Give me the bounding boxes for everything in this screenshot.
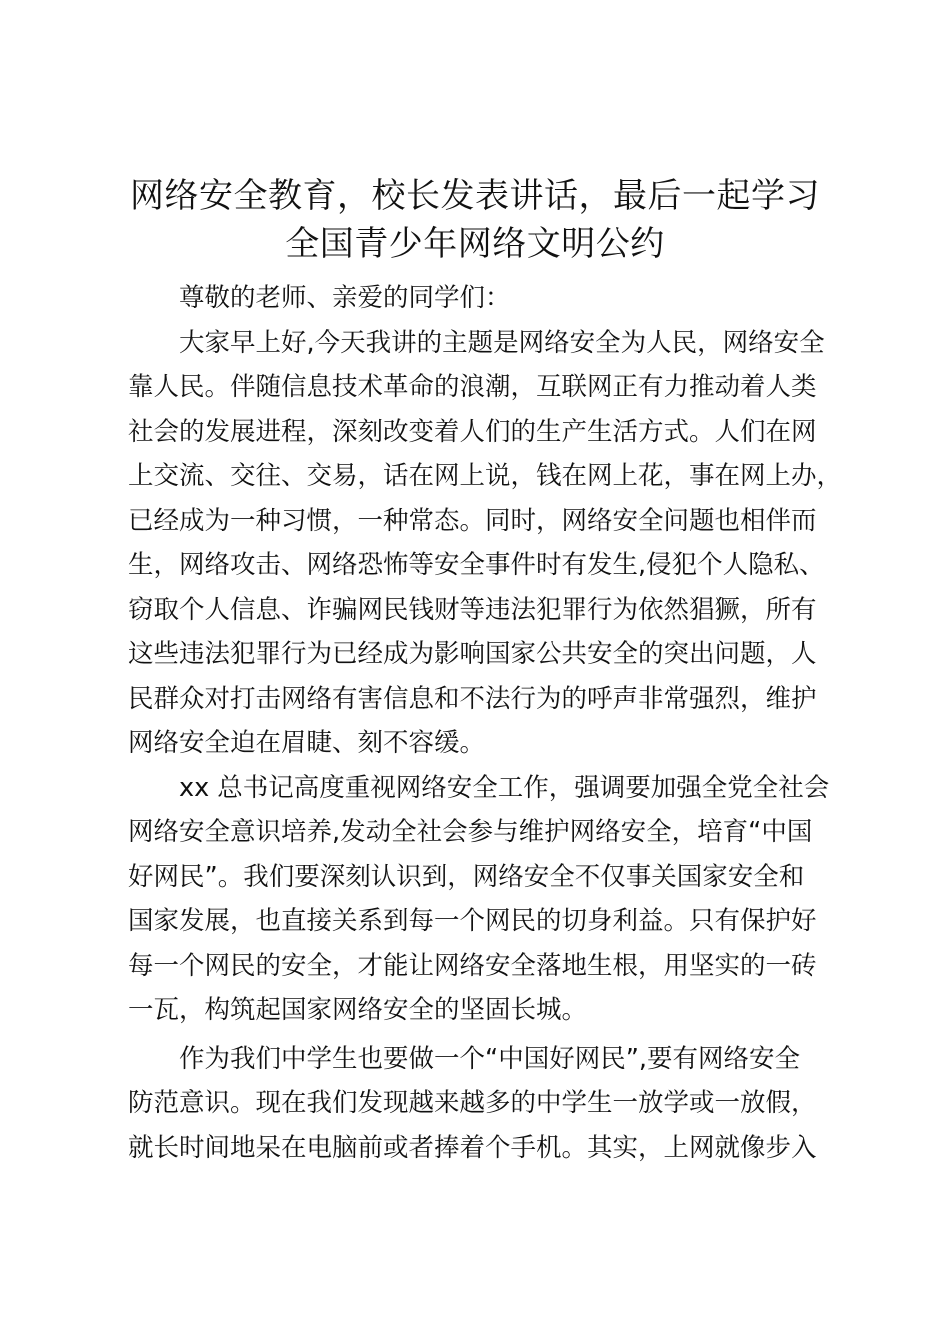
document-body [128, 276, 843, 1170]
paragraph-line: 网络安全迫在眉睫、刻不容缓。 [128, 728, 486, 758]
document-title [110, 172, 840, 268]
greeting: 尊敬的老师、亲爱的同学们： [179, 283, 511, 313]
paragraph-line: 上交流、交往、交易，话在网上说，钱在网上花，事在网上办， [128, 461, 843, 491]
paragraph-line: 作为我们中学生也要做一个“中国好网民”,要有网络安全 [179, 1043, 801, 1074]
paragraph-line: 生，网络攻击、网络恐怖等安全事件时有发生,侵犯个人隐私、 [128, 550, 825, 580]
paragraph-3 [128, 1037, 832, 1171]
paragraph-line: 窃取个人信息、诈骗网民钱财等违法犯罪行为依然猖獗，所有 [128, 594, 817, 625]
title-line-1: 网络安全教育，校长发表讲话，最后一起学习 [130, 176, 820, 216]
paragraph-line: 社会的发展进程，深刻改变着人们的生产生活方式。人们在网 [128, 416, 817, 447]
paragraph-line: 大家早上好,今天我讲的主题是网络安全为人民，网络安全 [179, 327, 825, 358]
title-line-2: 全国青少年网络文明公约 [285, 224, 665, 264]
paragraph-line: 好网民”。我们要深刻认识到，网络安全不仅事关国家安全和 [128, 861, 805, 892]
paragraph-line: 网络安全意识培养,发动全社会参与维护网络安全，培育“中国 [128, 817, 813, 847]
paragraph-line: xx 总书记高度重视网络安全工作，强调要加强全党全社会 [179, 772, 830, 803]
paragraph-line: 一瓦，构筑起国家网络安全的坚固长城。 [128, 995, 588, 1025]
paragraph-line: 每一个网民的安全，才能让网络安全落地生根，用坚实的一砖 [128, 950, 817, 981]
paragraph-line: 已经成为一种习惯，一种常态。同时，网络安全问题也相伴而 [128, 505, 817, 536]
paragraph-line: 防范意识。现在我们发现越来越多的中学生一放学或一放假， [128, 1088, 817, 1118]
paragraph-line: 就长时间地呆在电脑前或者捧着个手机。其实，上网就像步入 [128, 1132, 817, 1163]
paragraph-line: 靠人民。伴随信息技术革命的浪潮，互联网正有力推动着人类 [128, 372, 817, 402]
paragraph-2 [128, 766, 832, 1033]
paragraph-1 [128, 321, 843, 766]
paragraph-line: 国家发展，也直接关系到每一个网民的切身利益。只有保护好 [128, 906, 817, 936]
paragraph-line: 民群众对打击网络有害信息和不法行为的呼声非常强烈，维护 [128, 683, 817, 714]
paragraph-line: 这些违法犯罪行为已经成为影响国家公共安全的突出问题，人 [128, 639, 817, 669]
